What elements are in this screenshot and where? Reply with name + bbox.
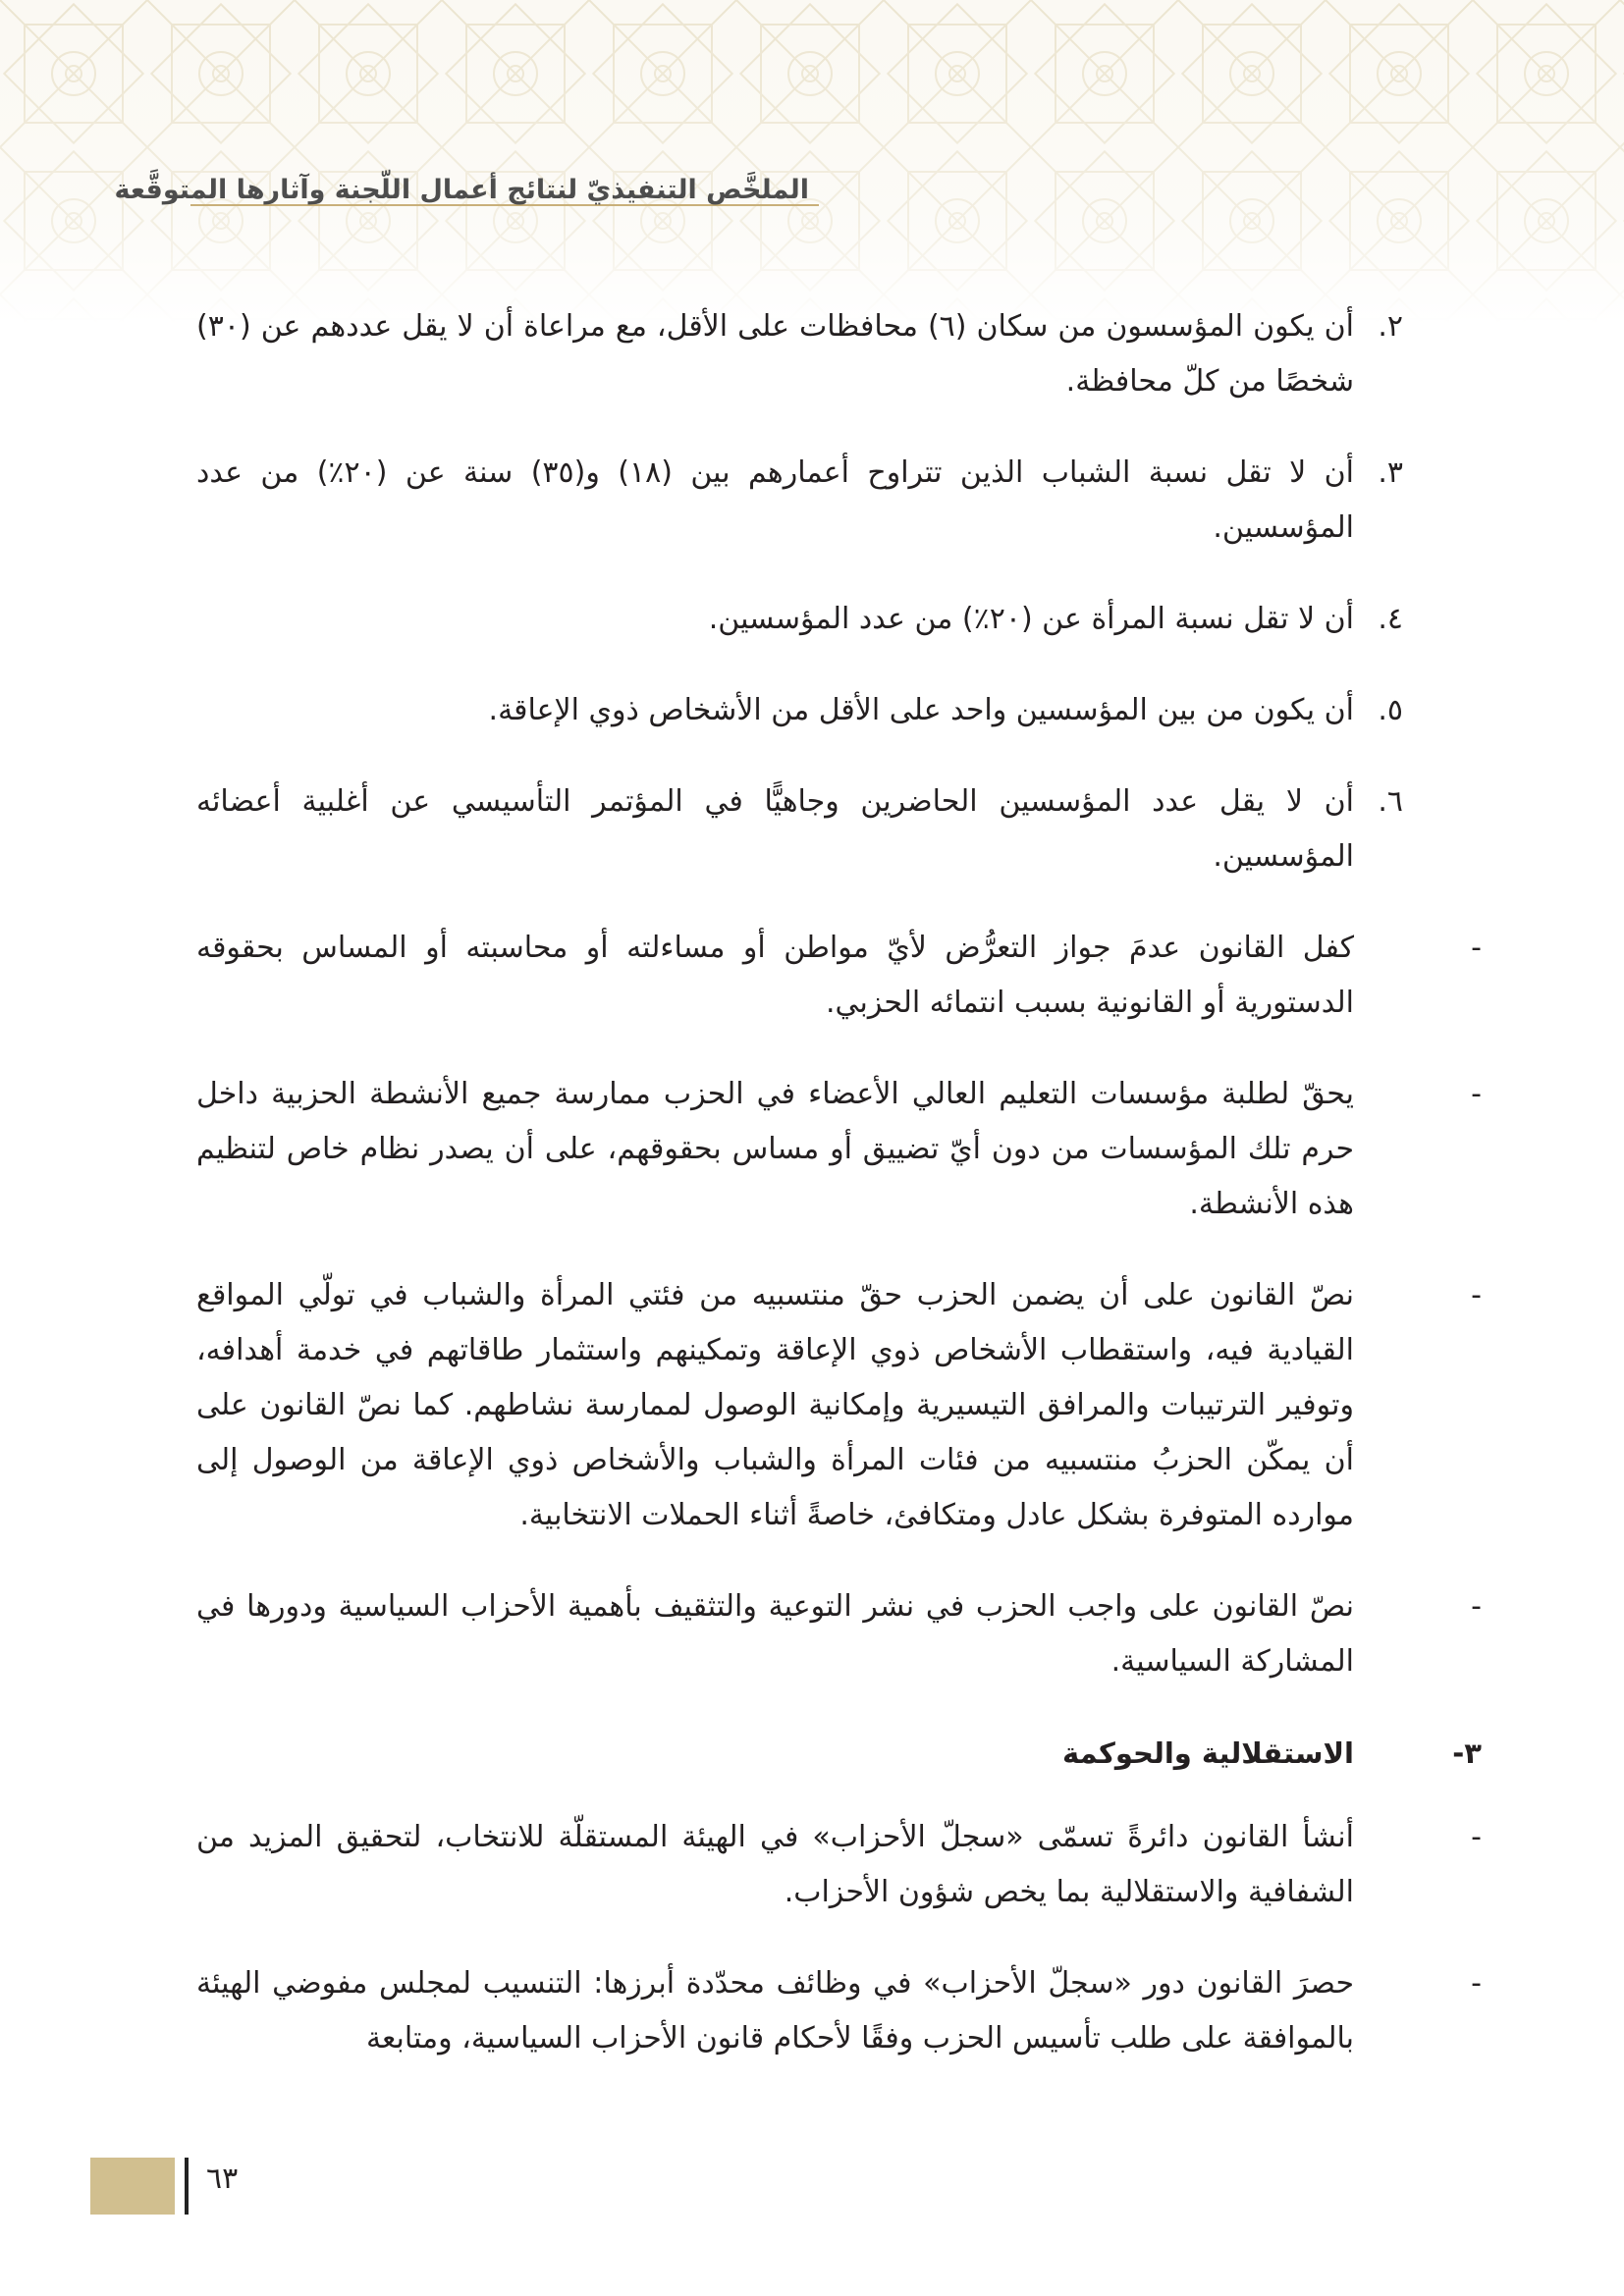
numbered-item-2 [196,299,1428,409]
bullet-item [196,921,1482,1031]
section-number: ٣- [1452,1736,1482,1770]
item-text: أن يكون المؤسسون من سكان (٦) محافظات على الأقل، مع مراعاة أن لا يقل عددهم عن (٣٠) شخصًا من كلّ محافظة. [196,309,1354,399]
bullet-dash: - [1471,931,1482,965]
bullet-item [196,1067,1482,1232]
bullet-dash: - [1471,1589,1482,1624]
item-text: أن لا يقل عدد المؤسسين الحاضرين وجاهيًّا في المؤتمر التأسيسي عن أغلبية أعضائه المؤسسين. [196,784,1354,874]
section-heading [196,1726,1482,1781]
bullet-item [196,1268,1482,1543]
item-marker: ٥. [1378,693,1403,727]
item-text: أن لا تقل نسبة الشباب الذين تتراوح أعمارهم بين (١٨) و(٣٥) سنة عن (٢٠٪) من عدد المؤسسين. [196,455,1354,545]
bullet-dash: - [1471,1278,1482,1312]
header-pattern-band [0,0,1624,324]
footer-divider [185,2158,189,2215]
page-number: ٦٣ [206,2162,239,2196]
numbered-item-3 [196,446,1428,556]
bullet-item [196,1579,1482,1689]
bullet-text: حصرَ القانون دور «سجلّ الأحزاب» في وظائف محدّدة أبرزها: التنسيب لمجلس مفوضي الهيئة بالموافقة على طلب تأسيس الحزب وفقًا لأحكام قانون الأحزاب السياسية، ومتابعة [196,1966,1354,2056]
item-marker: ٦. [1378,784,1403,819]
numbered-item-4 [196,592,1428,647]
bullet-text: أنشأ القانون دائرةً تسمّى «سجلّ الأحزاب» في الهيئة المستقلّة للانتخاب، لتحقيق المزيد من الشفافية والاستقلالية بما يخص شؤون الأحزاب. [196,1820,1354,1909]
bullet-text: نصّ القانون على واجب الحزب في نشر التوعية والتثقيف بأهمية الأحزاب السياسية ودورها في المشاركة السياسية. [196,1589,1354,1679]
page-body [196,299,1482,2103]
bullet-dash: - [1471,1077,1482,1111]
item-text: أن يكون من بين المؤسسين واحد على الأقل من الأشخاص ذوي الإعاقة. [488,693,1354,727]
bullet-dash: - [1471,1966,1482,2001]
item-text: أن لا تقل نسبة المرأة عن (٢٠٪) من عدد المؤسسين. [708,602,1354,636]
bullet-text: نصّ القانون على أن يضمن الحزب حقّ منتسبيه من فئتي المرأة والشباب في تولّي المواقع القيادية فيه، واستقطاب الأشخاص ذوي الإعاقة وتمكينهم واستثمار طاقاتهم في خدمة أهدافه، وتوفير الترتيبات والمرافق التيسيرية وإمكانية الوصول لممارسة نشاطهم. كما نصّ القانون على أن يمكّن الحزبُ منتسبيه من فئات المرأة والشباب والأشخاص ذوي الإعاقة من الوصول إلى موارده المتوفرة بشكل عادل ومتكافئ، خاصةً أثناء الحملات الانتخابية. [196,1278,1354,1532]
bullet-text: كفل القانون عدمَ جواز التعرُّض لأيّ مواطن أو مساءلته أو محاسبته أو المساس بحقوقه الدستورية أو القانونية بسبب انتمائه الحزبي. [196,931,1354,1020]
bullet-dash: - [1471,1820,1482,1854]
item-marker: ٤. [1378,602,1403,636]
numbered-item-6 [196,774,1428,884]
numbered-item-5 [196,683,1428,738]
running-header-title: الملخَّص التنفيذيّ لنتائج أعمال اللّجنة وآثارها المتوقَّعة [114,175,809,205]
item-marker: ٢. [1378,309,1403,344]
geometric-pattern [0,0,1624,324]
section-title: الاستقلالية والحوكمة [1061,1736,1354,1770]
bullet-item [196,1956,1482,2066]
footer-accent-block [90,2158,175,2215]
item-marker: ٣. [1378,455,1403,490]
bullet-item [196,1810,1482,1920]
bullet-text: يحقّ لطلبة مؤسسات التعليم العالي الأعضاء في الحزب ممارسة جميع الأنشطة الحزبية داخل حرم تلك المؤسسات من دون أيّ تضييق أو مساس بحقوقهم، على أن يصدر نظام خاص لتنظيم هذه الأنشطة. [196,1077,1354,1221]
